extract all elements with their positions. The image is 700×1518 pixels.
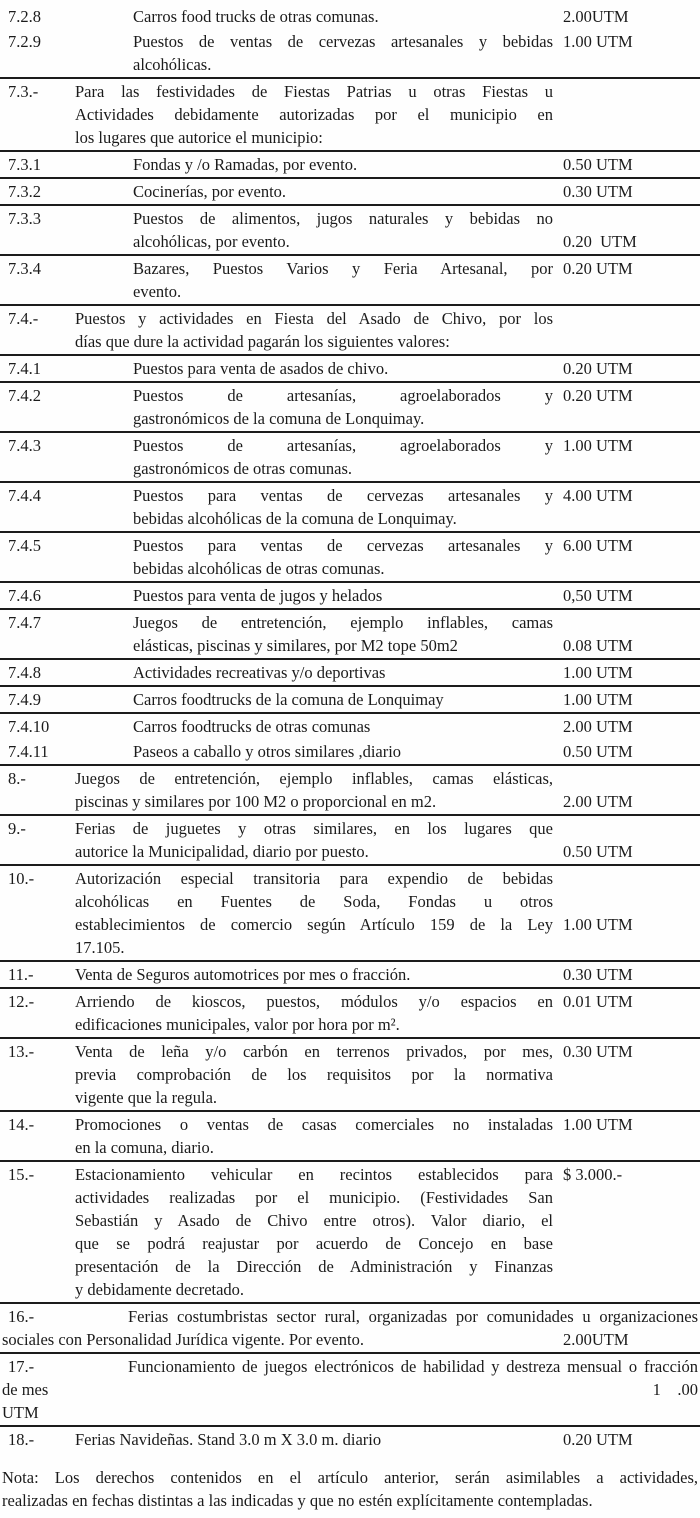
item-description	[75, 767, 553, 813]
item-description	[75, 1428, 553, 1451]
text-line: Nota: Los derechos contenidos en el artículo anterior, serán asimilables a actividades,	[2, 1468, 698, 1487]
table-row	[0, 739, 700, 766]
item-value: 0.20 UTM	[563, 359, 633, 378]
item-number: 7.4.2	[8, 386, 41, 405]
item-number: 7.3.-	[8, 82, 39, 101]
text-line: Puestos para ventas de cervezas artesanales y	[133, 486, 553, 505]
text-line: Paseos a caballo y otros similares ,diario	[133, 742, 402, 761]
item-number: 7.3.1	[8, 155, 41, 174]
text-line: Puestos para ventas de cervezas artesanales y	[133, 536, 553, 555]
text-line: Fondas y /o Ramadas, por evento.	[133, 155, 358, 174]
table-row	[0, 1354, 700, 1427]
item-value: 0.30 UTM	[563, 1042, 633, 1061]
item-description	[133, 715, 553, 738]
item-value: 0.30 UTM	[563, 182, 633, 201]
item-value: 2.00 UTM	[563, 792, 633, 811]
item-number: 7.4.3	[8, 436, 41, 455]
item-description	[75, 307, 553, 353]
text-line: Autorización especial transitoria para expendio de bebidas	[75, 869, 553, 888]
item-number: 14.-	[8, 1115, 35, 1134]
text-line: Carros food trucks de otras comunas.	[133, 7, 379, 26]
table-row	[0, 483, 700, 533]
text-line: alcohólicas en Fuentes de Soda, Fondas u otros	[75, 892, 553, 911]
item-description	[133, 207, 553, 253]
item-number: 7.2.9	[8, 32, 41, 51]
item-number: 10.-	[8, 869, 35, 888]
text-line: Puestos y actividades en Fiesta del Asado de Chivo, por los	[75, 309, 553, 328]
item-number: 17.-	[8, 1357, 35, 1376]
table-row	[0, 660, 700, 687]
table-row	[0, 816, 700, 866]
item-description	[75, 1040, 553, 1109]
item-number: 7.4.11	[8, 742, 49, 761]
table-row	[0, 714, 700, 739]
text-line: Estacionamiento vehicular en recintos establecidos para	[75, 1165, 553, 1184]
text-line: gastronómicos de la comuna de Lonquimay.	[133, 409, 425, 428]
text-line: Ferias Navideñas. Stand 3.0 m X 3.0 m. diario	[75, 1430, 382, 1449]
text-line: Arriendo de kioscos, puestos, módulos y/o espacios en	[75, 992, 553, 1011]
item-description	[133, 153, 553, 176]
item-description	[133, 661, 553, 684]
text-line: Cocinerías, por evento.	[133, 182, 287, 201]
text-line: Juegos de entretención, ejemplo inflables, camas	[133, 613, 553, 632]
text-line: Puestos de artesanías, agroelaborados y	[133, 436, 553, 455]
item-value: 1.00 UTM	[563, 32, 633, 51]
item-description	[133, 384, 553, 430]
item-number: 12.-	[8, 992, 35, 1011]
table-row	[0, 1039, 700, 1112]
text-line: previa comprobación de los requisitos por la normativa	[75, 1065, 553, 1084]
text-line: y debidamente decretado.	[75, 1280, 245, 1299]
item-number: 16.-	[8, 1307, 35, 1326]
item-value: 0.08 UTM	[563, 636, 633, 655]
table-row	[0, 1304, 700, 1354]
text-line: bebidas alcohólicas de la comuna de Lonquimay.	[133, 509, 457, 528]
text-line: gastronómicos de otras comunas.	[133, 459, 353, 478]
text-line: Puestos para venta de asados de chivo.	[133, 359, 389, 378]
text-line: actividades realizadas por el municipio. (Festividades San	[75, 1188, 553, 1207]
item-number: 7.3.2	[8, 182, 41, 201]
item-value: 0.20 UTM	[563, 1430, 633, 1449]
text-line: alcohólicas.	[133, 55, 212, 74]
text-line: de mes	[2, 1380, 49, 1399]
table-row	[0, 1162, 700, 1304]
item-value: 1.00 UTM	[563, 690, 633, 709]
text-line: días que dure la actividad pagarán los siguientes valores:	[75, 332, 450, 351]
table-row	[0, 256, 700, 306]
table-row	[0, 583, 700, 610]
text-line: Ferias de juguetes y otras similares, en los lugares que	[75, 819, 553, 838]
item-description	[75, 80, 553, 149]
item-description	[133, 257, 553, 303]
table-row	[0, 866, 700, 962]
item-value: 0.50 UTM	[563, 742, 633, 761]
text-line: 17.105.	[75, 938, 125, 957]
item-value: 4.00 UTM	[563, 486, 633, 505]
item-value: 0.20 UTM	[563, 386, 633, 405]
item-description	[133, 5, 553, 28]
item-description	[133, 434, 553, 480]
text-line: Venta de Seguros automotrices por mes o fracción.	[75, 965, 411, 984]
table-row	[0, 383, 700, 433]
text-line: Funcionamiento de juegos electrónicos de habilidad y destreza mensual o fracción	[128, 1357, 698, 1376]
item-description	[75, 1163, 553, 1301]
table-row	[0, 1427, 700, 1452]
item-value: 0.20 UTM	[563, 259, 633, 278]
item-number: 7.4.9	[8, 690, 41, 709]
text-line: Carros foodtrucks de otras comunas	[133, 717, 371, 736]
item-number: 15.-	[8, 1165, 35, 1184]
text-line: en la comuna, diario.	[75, 1138, 214, 1157]
text-line: elásticas, piscinas y similares, por M2 tope 50m2	[133, 636, 458, 655]
item-value: 0,50 UTM	[563, 586, 633, 605]
table-row	[0, 206, 700, 256]
text-line: Actividades recreativas y/o deportivas	[133, 663, 386, 682]
item-number: 18.-	[8, 1430, 35, 1449]
item-number: 7.2.8	[8, 7, 41, 26]
item-value: 0.50 UTM	[563, 842, 633, 861]
item-number: 7.4.-	[8, 309, 39, 328]
item-description	[133, 357, 553, 380]
table-row	[0, 687, 700, 714]
item-number: 13.-	[8, 1042, 35, 1061]
item-number: 7.3.4	[8, 259, 41, 278]
table-row	[0, 356, 700, 383]
text-line: evento.	[133, 282, 182, 301]
item-description	[133, 534, 553, 580]
table-row	[0, 433, 700, 483]
item-description	[133, 584, 553, 607]
item-value: 0.50 UTM	[563, 155, 633, 174]
item-number: 7.4.6	[8, 586, 41, 605]
text-line: Carros foodtrucks de la comuna de Lonquimay	[133, 690, 444, 709]
item-description	[75, 1113, 553, 1159]
item-value: 2.00UTM	[563, 1330, 629, 1349]
item-value: 1 .00	[652, 1380, 698, 1399]
item-number: 9.-	[8, 819, 26, 838]
text-line: Promociones o ventas de casas comerciales no instaladas	[75, 1115, 553, 1134]
text-line: los lugares que autorice el municipio:	[75, 128, 323, 147]
item-value: 6.00 UTM	[563, 536, 633, 555]
item-description	[75, 817, 553, 863]
item-description	[133, 740, 553, 763]
item-number: 11.-	[8, 965, 34, 984]
item-number: 7.4.5	[8, 536, 41, 555]
item-value: 1.00 UTM	[563, 1115, 633, 1134]
fee-table	[0, 4, 700, 1452]
item-value: $ 3.000.-	[563, 1165, 623, 1184]
item-value: 2.00 UTM	[563, 717, 633, 736]
item-description	[75, 963, 553, 986]
item-number: 8.-	[8, 769, 26, 788]
table-row	[0, 962, 700, 989]
text-line: Puestos para venta de jugos y helados	[133, 586, 383, 605]
text-line: Para las festividades de Fiestas Patrias u otras Fiestas u	[75, 82, 553, 101]
text-line: realizadas en fechas distintas a las indicadas y que no estén explícitamente contempladas.	[2, 1491, 593, 1510]
text-line: Ferias costumbristas sector rural, organizadas por comunidades u organizaciones	[128, 1307, 698, 1326]
table-row	[0, 4, 700, 29]
table-row	[0, 306, 700, 356]
item-number: 7.4.10	[8, 717, 50, 736]
item-description	[2, 1355, 698, 1424]
text-line: Bazares, Puestos Varios y Feria Artesanal, por	[133, 259, 553, 278]
text-line: piscinas y similares por 100 M2 o proporcional en m2.	[75, 792, 437, 811]
text-line: presentación de la Dirección de Administración y Finanzas	[75, 1257, 553, 1276]
text-line: Sebastián y Asado de Chivo entre otros). Valor diario, el	[75, 1211, 553, 1230]
note	[0, 1466, 700, 1512]
item-value: 0.20 UTM	[563, 232, 637, 251]
table-row	[0, 29, 700, 79]
table-row	[0, 79, 700, 152]
text-line: Puestos de ventas de cervezas artesanales y bebidas	[133, 32, 553, 51]
item-description	[133, 180, 553, 203]
item-number: 7.4.7	[8, 613, 41, 632]
text-line: edificaciones municipales, valor por hora por m².	[75, 1015, 400, 1034]
table-row	[0, 766, 700, 816]
item-number: 7.3.3	[8, 209, 41, 228]
text-line: sociales con Personalidad Jurídica vigente. Por evento.	[2, 1330, 364, 1349]
item-description	[133, 30, 553, 76]
item-description	[133, 611, 553, 657]
item-value: 0.30 UTM	[563, 965, 633, 984]
text-line: Juegos de entretención, ejemplo inflables, camas elásticas,	[75, 769, 553, 788]
table-row	[0, 1112, 700, 1162]
item-number: 7.4.8	[8, 663, 41, 682]
text-line: bebidas alcohólicas de otras comunas.	[133, 559, 385, 578]
table-row	[0, 610, 700, 660]
item-value: 0.01 UTM	[563, 992, 633, 1011]
table-row	[0, 179, 700, 206]
text-line: Puestos de artesanías, agroelaborados y	[133, 386, 553, 405]
text-line: UTM	[2, 1403, 39, 1422]
item-description	[133, 688, 553, 711]
item-value: 2.00UTM	[563, 7, 629, 26]
item-value: 1.00 UTM	[563, 915, 633, 934]
item-value: 1.00 UTM	[563, 436, 633, 455]
item-description	[133, 484, 553, 530]
text-line: vigente que la regula.	[75, 1088, 218, 1107]
table-row	[0, 989, 700, 1039]
text-line: Venta de leña y/o carbón en terrenos privados, por mes,	[75, 1042, 553, 1061]
text-line: alcohólicas, por evento.	[133, 232, 290, 251]
item-description	[75, 867, 553, 959]
text-line: establecimientos de comercio según Artículo 159 de la Ley	[75, 915, 553, 934]
table-row	[0, 152, 700, 179]
item-value: 1.00 UTM	[563, 663, 633, 682]
text-line: Puestos de alimentos, jugos naturales y bebidas no	[133, 209, 553, 228]
item-number: 7.4.4	[8, 486, 41, 505]
item-number: 7.4.1	[8, 359, 41, 378]
item-description	[75, 990, 553, 1036]
text-line: autorice la Municipalidad, diario por puesto.	[75, 842, 369, 861]
text-line: Actividades debidamente autorizadas por el municipio en	[75, 105, 553, 124]
table-row	[0, 533, 700, 583]
text-line: que se podrá reajustar por acuerdo de Concejo en base	[75, 1234, 553, 1253]
